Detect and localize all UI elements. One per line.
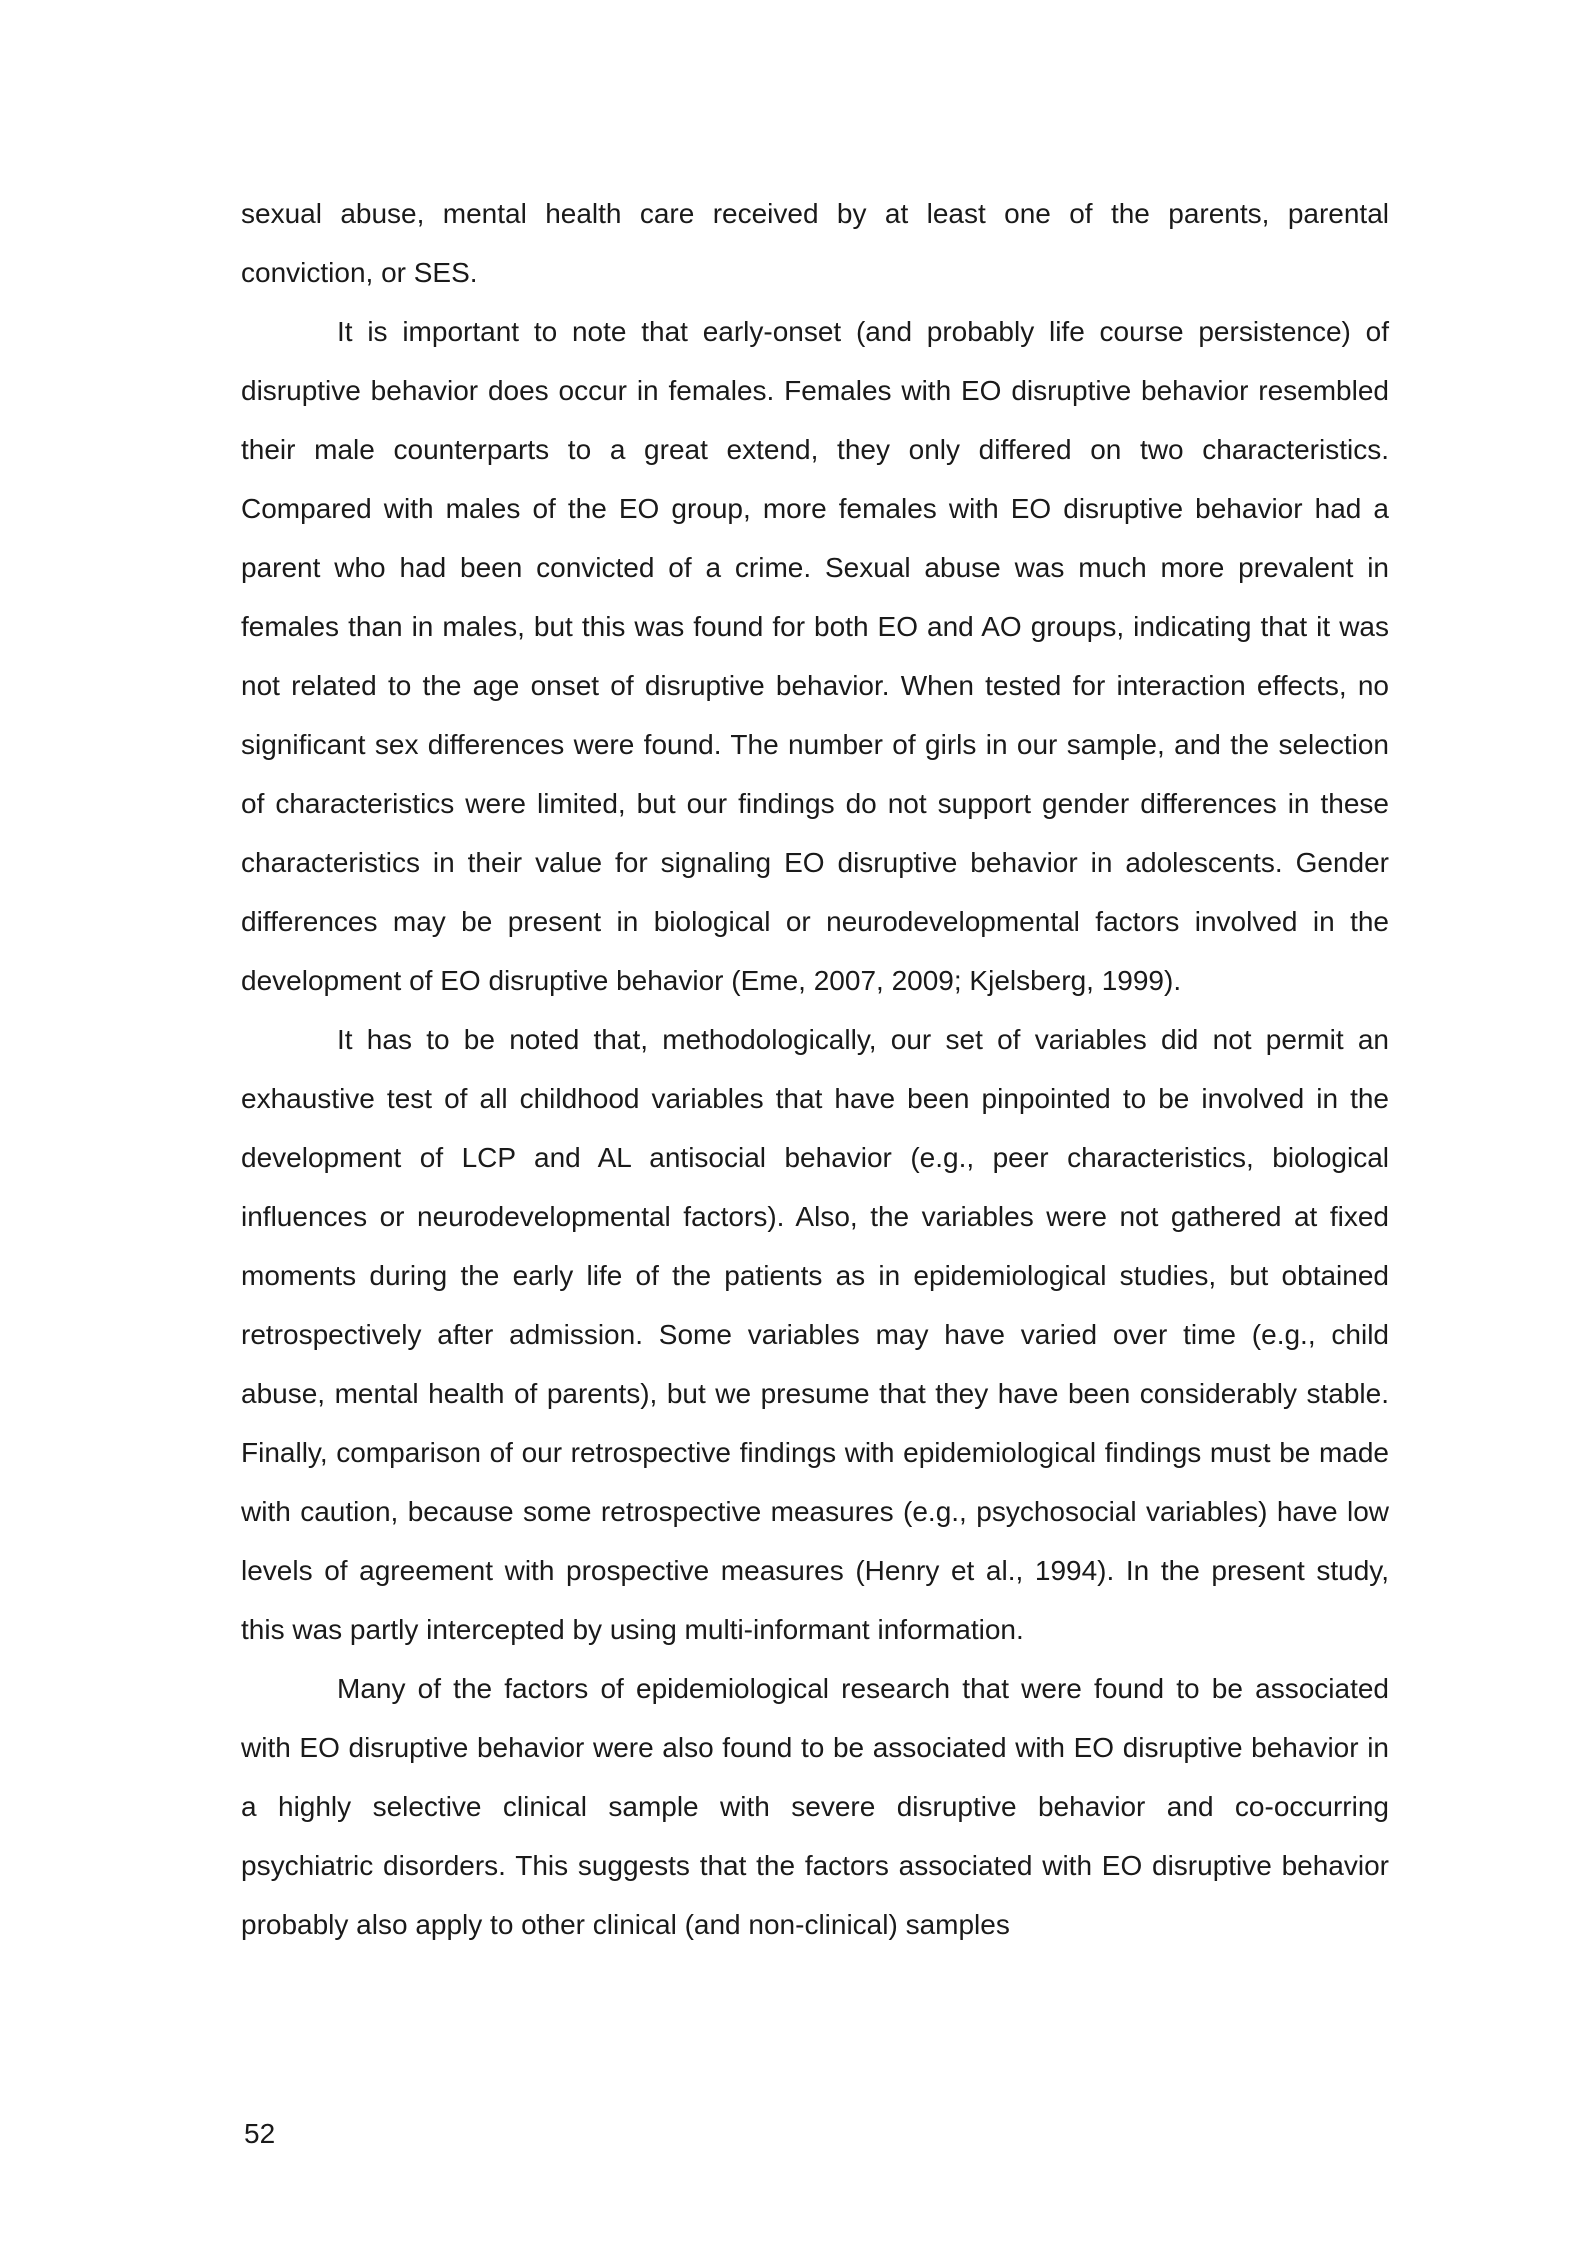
paragraph-early-onset-females: It is important to note that early-onset (and probably life course persistence) of disruptive behavior does occur in females. Females with EO disruptive behavior resembled their male counterparts to a great extend, they only differed on two characteristics. Compared with males of the EO group, more females with EO disruptive behavior had a parent who had been convicted of a crime. Sexual abuse was much more prevalent in females than in males, but this was found for both EO and AO groups, indicating that it was not related to the age onset of disruptive behavior. When tested for interaction effects, no significant sex differences were found. The number of girls in our sample, and the selection of characteristics were limited, but our findings do not support gender differences in these characteristics in their value for signaling EO disruptive behavior in adolescents. Gender differences may be present in biological or neurodevelopmental factors involved in the development of EO disruptive behavior (Eme, 2007, 2009; Kjelsberg, 1999). [241, 316, 1389, 996]
page-number: 52 [244, 2118, 276, 2149]
paragraph-continuation: sexual abuse, mental health care received by at least one of the parents, parental conviction, or SES. [241, 198, 1389, 288]
paragraph-methodology-limitations: It has to be noted that, methodologically, our set of variables did not permit an exhaustive test of all childhood variables that have been pinpointed to be involved in the development of LCP and AL antisocial behavior (e.g., peer characteristics, biological influences or neurodevelopmental factors). Also, the variables were not gathered at fixed moments during the early life of the patients as in epidemiological studies, but obtained retrospectively after admission. Some variables may have varied over time (e.g., child abuse, mental health of parents), but we presume that they have been considerably stable. Finally, comparison of our retrospective findings with epidemiological findings must be made with caution, because some retrospective measures (e.g., psychosocial variables) have low levels of agreement with prospective measures (Henry et al., 1994). In the present study, this was partly intercepted by using multi-informant information. [241, 1024, 1389, 1645]
body-text [241, 184, 1389, 1954]
paragraph-epidemiological-factors: Many of the factors of epidemiological research that were found to be associated with EO disruptive behavior were also found to be associated with EO disruptive behavior in a highly selective clinical sample with severe disruptive behavior and co-occurring psychiatric disorders. This suggests that the factors associated with EO disruptive behavior probably also apply to other clinical (and non-clinical) samples [241, 1673, 1389, 1940]
